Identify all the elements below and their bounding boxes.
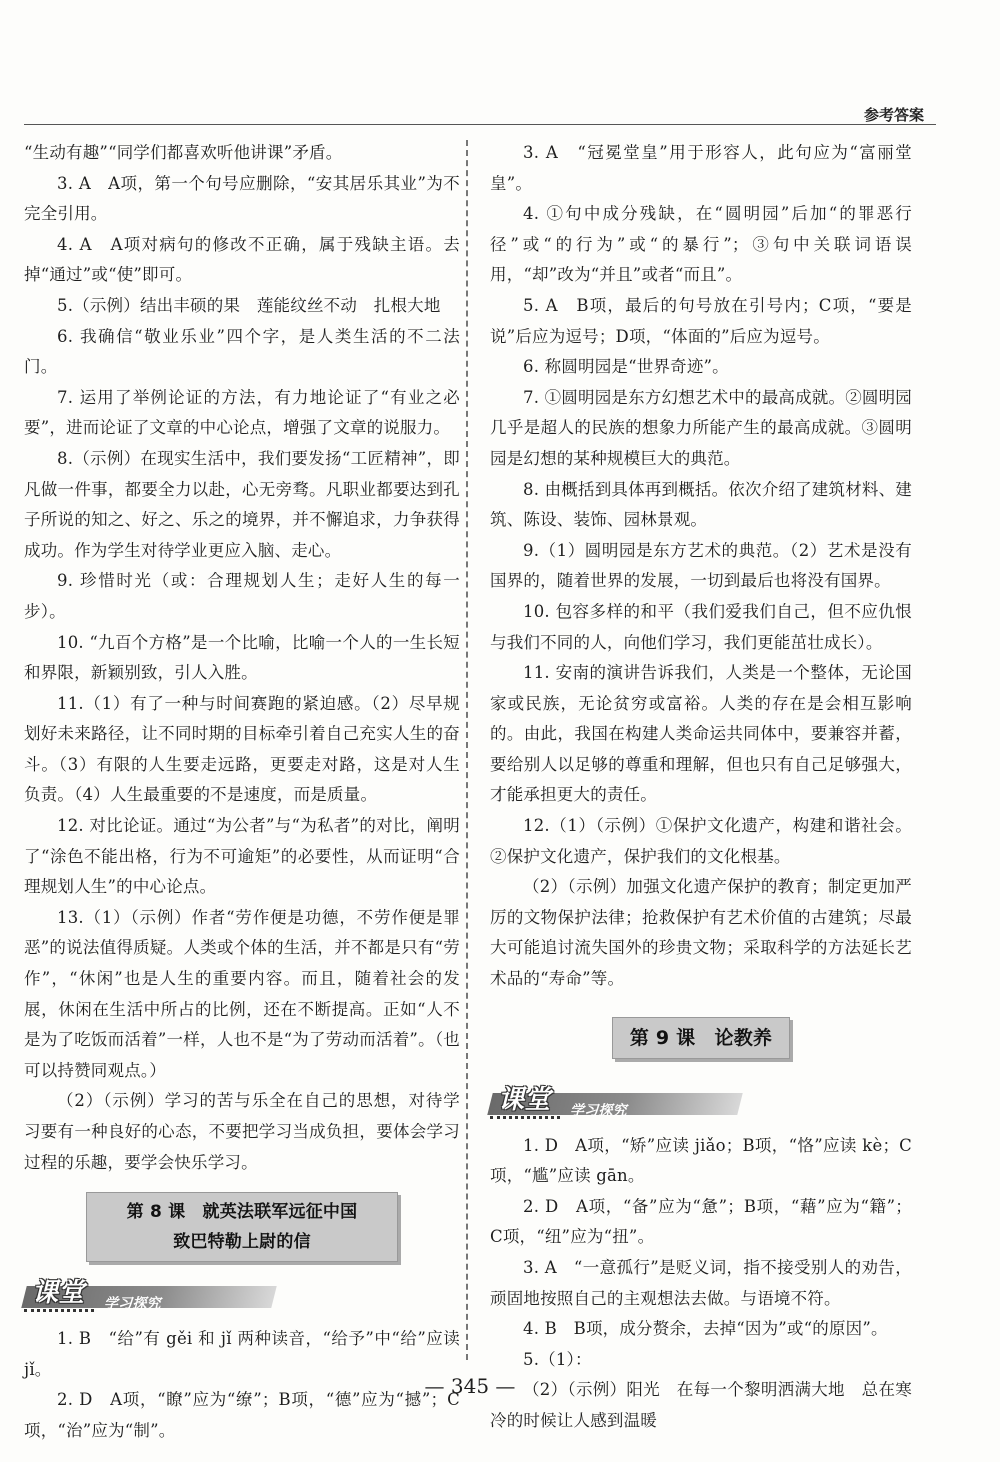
answer-paragraph: （2）（示例）阳光 在每一个黎明洒满大地 总在寒冷的时候让人感到温暖 [490,1380,912,1430]
answer-paragraph: 3. A “一意孤行”是贬义词，指不接受别人的劝告，顽固地按照自己的主观想法去做。与语境不符。 [490,1258,912,1308]
answer-paragraph: 13.（1）（示例）作者“劳作便是功德，不劳作便是罪恶”的说法值得质疑。人类或个体的生活，并不都是只有“劳作”，“休闲”也是人生的重要内容。而且，随着社会的发展，休闲在生活中所占的比例，还在不断提高。正如“人不是为了吃饭而活着”一样，人也不是“为了劳动而活着”。（也可以持赞同观点。） [24,907,460,1080]
answer-paragraph: 8.（示例）在现实生活中，我们要发扬“工匠精神”，即凡做一件事，都要全力以赴，心无旁骛。凡职业都要达到孔子所说的知之、好之、乐之的境界，并不懈追求，力争获得成功。作为学生对待学业更应入脑、走心。 [24,448,460,560]
answer-paragraph: 6. 称圆明园是“世界奇迹”。 [523,357,729,377]
answer-paragraph: 9. 珍惜时光（或：合理规划人生；走好人生的每一步）。 [24,571,460,621]
answer-paragraph: 5.（示例）结出丰硕的果 莲能纹丝不动 扎根大地 [57,295,441,315]
page-number: — 345 — [424,1374,516,1398]
answer-paragraph: 6. 我确信“敬业乐业”四个字，是人类生活的不二法门。 [24,326,460,377]
classroom-study-banner [490,1084,912,1121]
answer-paragraph: “生动有趣”“同学们都喜欢听他讲课”矛盾。 [24,143,343,162]
header-title: 参考答案 [863,106,924,124]
banner-dots [490,1116,560,1119]
answer-paragraph: 5.（1）： [523,1349,592,1369]
banner-main-text: 课堂 [32,1278,85,1309]
answer-paragraph: 2. D A项，“备”应为“惫”；B项，“藉”应为“籍”；C项，“纽”应为“扭”。 [490,1196,912,1247]
banner-main-text: 课堂 [498,1084,551,1115]
answer-paragraph: （2）（示例）学习的苦与乐全在自己的思想，对待学习要有一种良好的心态，不要把学习当成负担，要体会学习过程的乐趣，要学会快乐学习。 [24,1091,460,1172]
right-column [490,138,912,1437]
answer-paragraph: 3. A A项，第一个句号应删除，“安其居乐其业”为不完全引用。 [24,173,460,224]
lesson-8-title-line-2: 致巴特勒上尉的信 [173,1232,311,1253]
header-rule [24,124,936,125]
answer-paragraph: 4. ①句中成分残缺，在“圆明园”后加“的罪恶行径”或“的行为”或“的暴行”；③句中关联词语误用，“却”改为“并且”或者“而且”。 [490,204,912,285]
answer-paragraph: 4. B B项，成分赘余，去掉“因为”或“的原因”。 [523,1319,888,1339]
answer-paragraph: 1. D A项，“矫”应读 jiǎo；B项，“恪”应读 kè；C项，“尴”应读 gān。 [490,1135,912,1186]
answer-paragraph: 8. 由概括到具体再到概括。依次介绍了建筑材料、建筑、陈设、装饰、园林景观。 [490,479,912,530]
column-divider [466,140,468,1360]
left-column [24,138,460,1447]
banner-sub-text: 学习探究 [104,1296,161,1313]
answer-paragraph: 1. B “给”有 gěi 和 jǐ 两种读音，“给予”中“给”应读 jǐ。 [24,1329,460,1379]
answer-paragraph: 12. 对比论证。通过“为公者”与“为私者”的对比，阐明了“涂色不能出格，行为不可逾矩”的必要性，从而证明“合理规划人生”的中心论点。 [24,816,460,897]
answer-paragraph: 4. A A项对病句的修改不正确，属于残缺主语。去掉“通过”或“使”即可。 [24,234,460,285]
answer-paragraph: 5. A B项，最后的句号放在引号内；C项，“要是说”后应为逗号；D项，“体面的”后应为逗号。 [490,295,912,346]
answer-paragraph: 7. 运用了举例论证的方法，有力地论证了“有业之必要”，进而论证了文章的中心论点，增强了文章的说服力。 [24,387,460,438]
answer-paragraph: （2）（示例）加强文化遗产保护的教育；制定更加严厉的文物保护法律；抢救保护有艺术价值的古建筑；尽最大可能追讨流失国外的珍贵文物；采取科学的方法延长艺术品的“寿命”等。 [490,877,912,989]
answer-paragraph: 11.（1）有了一种与时间赛跑的紧迫感。（2）尽早规划好未来路径，让不同时期的目标牵引着自己充实人生的奋斗。（3）有限的人生要走远路，更要走对路，这是对人生负责。（4）人生最重要的不是速度，而是质量。 [24,693,460,805]
banner-dots [24,1309,94,1312]
banner-sub-text: 学习探究 [570,1102,627,1119]
answer-paragraph: 2. D A项，“瞭”应为“缭”；B项，“德”应为“撼”；C项，“治”应为“制”。 [24,1390,460,1440]
lesson-8-title [86,1192,398,1262]
answer-paragraph: 12.（1）（示例）①保护文化遗产，构建和谐社会。②保护文化遗产，保护我们的文化根基。 [490,816,912,866]
lesson-9-title: 第 9 课 论教养 [612,1017,790,1059]
classroom-study-banner [24,1280,460,1314]
answer-paragraph: 10. 包容多样的和平（我们爱我们自己，但不应仇恨与我们不同的人，向他们学习，我们更能茁壮成长）。 [490,601,912,652]
answer-paragraph: 3. A “冠冕堂皇”用于形容人，此句应为“富丽堂皇”。 [490,143,912,193]
answer-paragraph: 11. 安南的演讲告诉我们，人类是一个整体，无论国家或民族，无论贫穷或富裕。人类的存在是会相互影响的。由此，我国在构建人类命运共同体中，要兼容并蓄，要给别人以足够的尊重和理解，但也只有自己足够强大，才能承担更大的责任。 [490,663,912,805]
answer-paragraph: 7. ①圆明园是东方幻想艺术中的最高成就。②圆明园几乎是超人的民族的想象力所能产生的最高成就。③圆明园是幻想的某种规模巨大的典范。 [490,387,912,468]
answer-paragraph: 10. “九百个方格”是一个比喻，比喻一个人的一生长短和界限，新颖别致，引人入胜。 [24,632,460,683]
answer-paragraph: 9.（1）圆明园是东方艺术的典范。（2）艺术是没有国界的，随着世界的发展，一切到最后也将没有国界。 [490,540,912,591]
lesson-8-title-line-1: 第 8 课 就英法联军远征中国 [126,1202,358,1223]
